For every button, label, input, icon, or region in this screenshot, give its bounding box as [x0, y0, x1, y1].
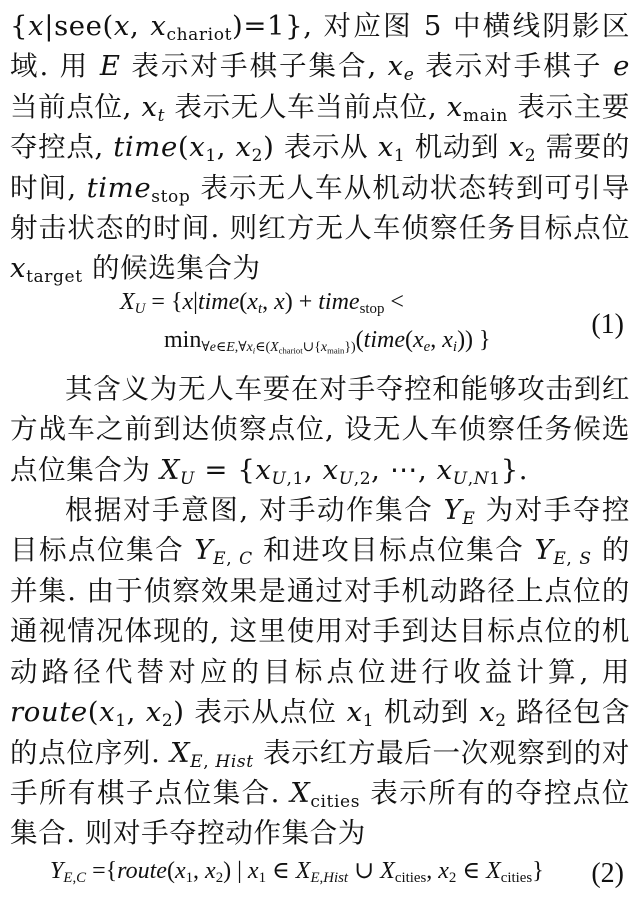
equation-1-line-2: $\min_{\forall e\in E,\forall x_i\in(X_{chariot}\cup\{x_{main}\})}(time(x_e$, $x_i$)) } (1)	[164, 308, 624, 356]
equation-1-number: (1)	[591, 308, 624, 340]
equation-1-line-1: $X_U$ = {$x|time(x_t$, x) + time$_{stop}$ <	[120, 288, 404, 317]
equation-2: $Y_{E,C}$ $=\{route(x_1$, $x_2$) | $x_1$ ∈ $X_{E,Hist}$ ∪ $X_{cities}$, $x_2$ ∈ $X_{cities}$} (2)	[50, 857, 624, 889]
paragraph-definitions: {x|see(x, $x_{chariot})=1$}, 对应图 5 中横线阴影区域. 用 E 表示对手棋子集合, $x_e$ 表示对手棋子 e 当前点位, $x_t$ 表示无人车当前点位, $x_{main}$ 表示主要夺控点, $time(x_1$, $x_2$) 表示从 $x_1$ 机动到 $x_2$ 需要的时间, time$_{stop}$ 表示无人车从机动状态转到可引导射击状态的时间. 则红方无人车侦察任务目标点位 $x_{target}$ 的候选集合为	[10, 10, 631, 288]
paragraph-action-set: 根据对手意图, 对手动作集合 $Y_E$ 为对手夺控目标点位集合 $Y_{E, C}$ 和进攻目标点位集合 $Y_{E, S}$ 的并集. 由于侦察效果是通过对手机动路径上点位的通视情况体现的, 这里使用对手到达目标点位的机动路径代替对应的目标点位进行收益计算, 用 $route(x_1$, $x_2$) 表示从点位 $x_1$ 机动到 $x_2$ 路径包含的点位序列. $X_{E, Hist}$ 表示红方最后一次观察到的对手所有棋子点位集合. $X_{cities}$ 表示所有的夺控点位集合. 则对手夺控动作集合为	[10, 494, 631, 850]
paragraph-meaning: 其含义为无人车要在对手夺控和能够攻击到红方战车之前到达侦察点位, 设无人车侦察任务候选点位集合为 $X_U = \{x_{U,1}$, $x_{U,2}$, ⋯, $x_{U,N1}$}.	[10, 372, 630, 489]
equation-2-number: (2)	[591, 857, 624, 889]
